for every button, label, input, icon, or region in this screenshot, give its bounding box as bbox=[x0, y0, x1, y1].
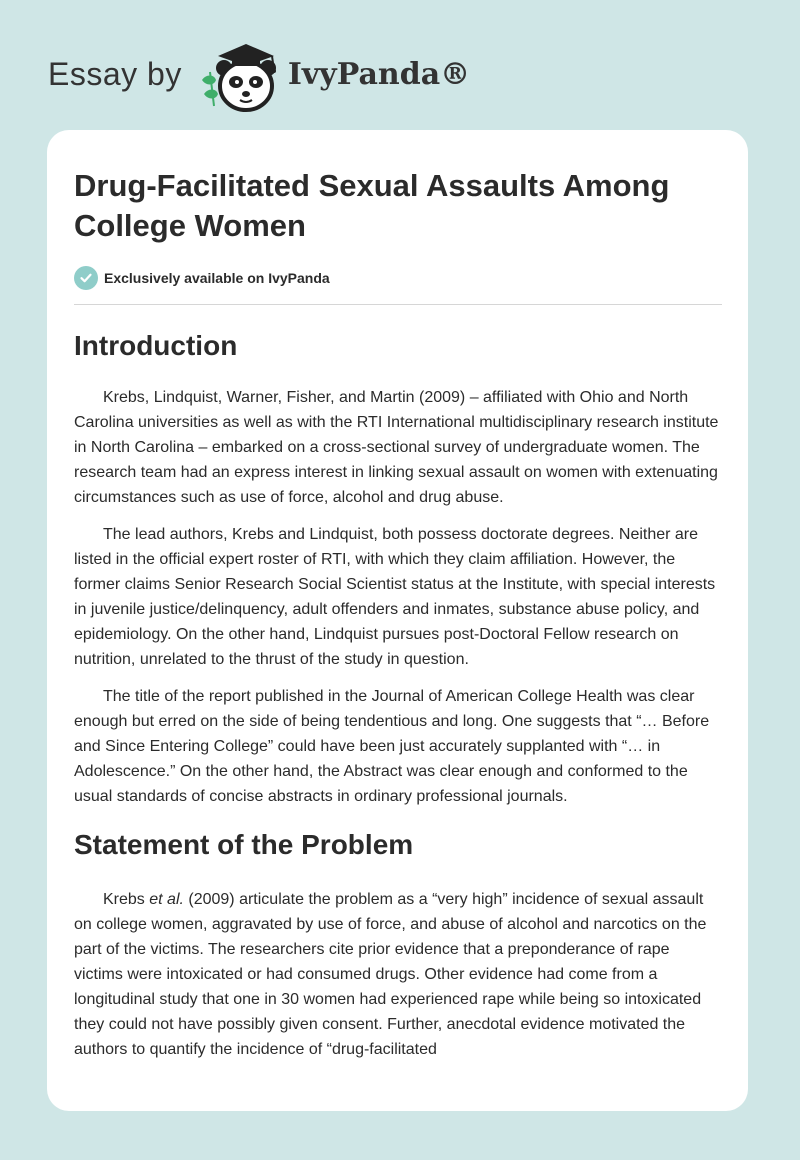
badge-text: Exclusively available on IvyPanda bbox=[104, 270, 330, 286]
brand-name: IvyPanda® bbox=[287, 56, 471, 92]
section-heading: Statement of the Problem bbox=[74, 829, 414, 860]
article-card bbox=[47, 130, 748, 1111]
section-statement-of-problem bbox=[74, 828, 722, 1062]
paragraph-text: (2009) articulate the problem as a “very high” incidence of sexual assault on college women, aggravated by use of force, and abuse of alcohol and narcotics on the part of the victims. The researchers cite prior evidence that a preponderance of rape victims were intoxicated or had consumed drugs. Other evidence had come from a longitudinal study that one in 30 women had experienced rape while being so intoxicated they could not have possibly given consent. Further, anecdotal evidence motivated the authors to quantify the incidence of “drug-facilitated bbox=[74, 891, 707, 1058]
check-icon bbox=[74, 266, 98, 290]
brand-prefix: Essay by bbox=[48, 55, 182, 92]
paragraph: Krebs, Lindquist, Warner, Fisher, and Martin (2009) – affiliated with Ohio and North Carolina universities as well as with the RTI International multidisciplinary research institute in North Carolina – embarked on a cross-sectional survey of undergraduate women. The research team had an express interest in linking sexual assault on women with extenuating circumstances such as use of force, alcohol and drug abuse. bbox=[74, 389, 719, 506]
paragraph bbox=[74, 887, 722, 1062]
paragraph-text: Krebs bbox=[103, 891, 150, 908]
panda-logo-icon[interactable] bbox=[196, 34, 286, 114]
section-heading: Introduction bbox=[74, 330, 238, 361]
brand-header bbox=[48, 34, 470, 114]
exclusive-badge bbox=[74, 266, 722, 305]
citation-emphasis: et al. bbox=[149, 891, 184, 908]
paragraph: The lead authors, Krebs and Lindquist, both possess doctorate degrees. Neither are listed in the official expert roster of RTI, with which they claim affiliation. However, the former claims Senior Research Social Scientist status at the Institute, with special interests in juvenile justice/delinquency, adult offenders and inmates, substance abuse policy, and epidemiology. On the other hand, Lindquist pursues post-Doctoral Fellow research on nutrition, unrelated to the thrust of the study in question. bbox=[74, 526, 716, 668]
article-title: Drug-Facilitated Sexual Assaults Among College Women bbox=[74, 168, 670, 243]
section-introduction bbox=[74, 329, 722, 809]
paragraph: The title of the report published in the Journal of American College Health was clear enough but erred on the side of being tendentious and long. One suggests that “… Before and Since Entering College” could have been just accurately supplanted with “… in Adolescence.” On the other hand, the Abstract was clear enough and conformed to the usual standards of concise abstracts in ordinary professional journals. bbox=[74, 688, 710, 805]
